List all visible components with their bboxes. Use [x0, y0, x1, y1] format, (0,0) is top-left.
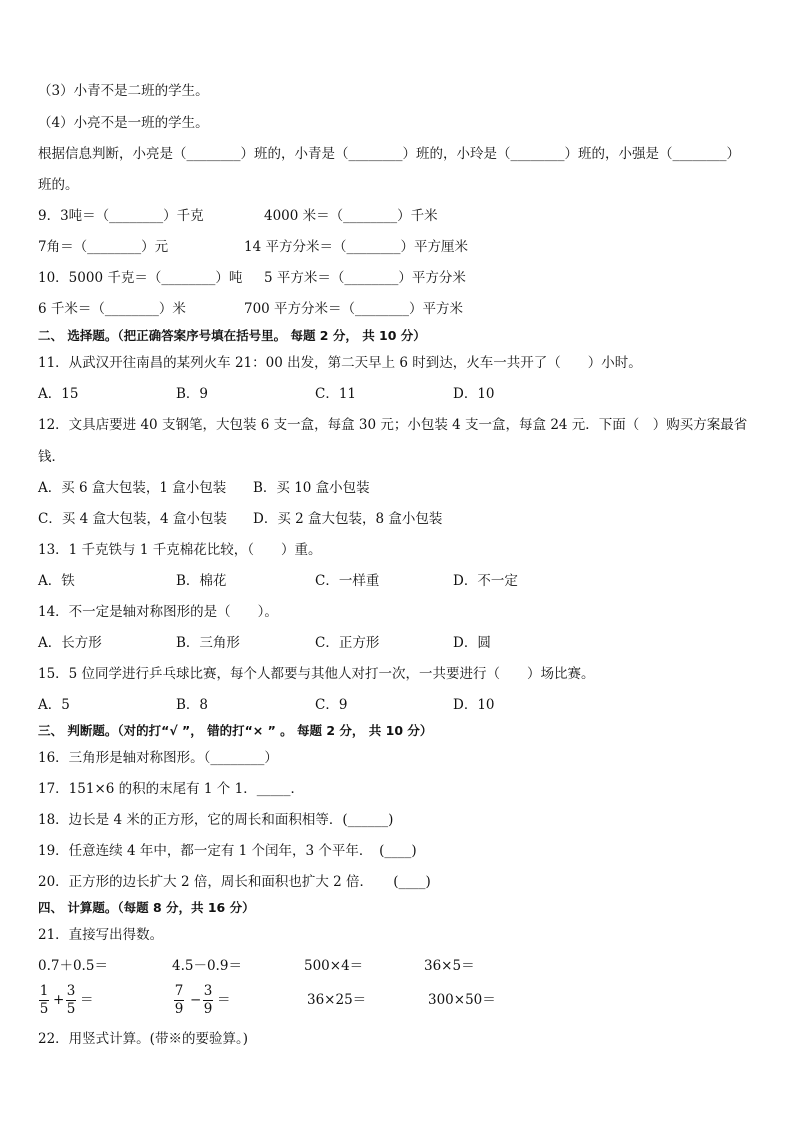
q8-prompt-line2: 班的。: [38, 177, 79, 193]
fraction-1-5: [39, 984, 49, 1017]
q22-stem: 22．用竖式计算。(带※的要验算。): [38, 1031, 248, 1047]
q11-option-b: B．9: [176, 386, 209, 402]
section-4-heading: 四、 计算题。（每题 8 分，共 16 分）: [38, 900, 255, 915]
q10-item-c: 6 千米＝（________）米: [38, 301, 186, 317]
q21-item-3: 500×4＝: [304, 958, 364, 974]
q11-option-a: A．15: [38, 386, 79, 402]
denominator: 9: [203, 1001, 213, 1017]
numerator: 1: [39, 983, 49, 999]
denominator: 5: [39, 1001, 49, 1017]
q12-option-d: D．买 2 盒大包装，8 盒小包装: [253, 511, 443, 527]
q12-stem-line2: 钱．: [38, 449, 65, 465]
q10-item-b: 5 平方米＝（________）平方分米: [264, 270, 466, 286]
fraction-3-5: [66, 984, 76, 1017]
q15-option-b: B．8: [176, 697, 209, 713]
q9-item-a: 9．3吨＝（________）千克: [38, 208, 204, 224]
numerator: 7: [174, 983, 184, 999]
q10-item-a: 10．5000 千克＝（________）吨: [38, 270, 243, 286]
q13-stem: 13．1 千克铁与 1 千克棉花比较，（ ）重。: [38, 542, 322, 558]
section-2-heading: 二、 选择题。（把正确答案序号填在括号里。 每题 2 分， 共 10 分）: [38, 328, 426, 343]
q21-stem: 21．直接写出得数。: [38, 927, 164, 943]
q15-option-d: D．10: [453, 697, 495, 713]
fraction-3-9: [203, 984, 213, 1017]
q21-item-4: 36×5＝: [424, 958, 475, 974]
numerator: 3: [66, 983, 76, 999]
q14-option-c: C．正方形: [315, 635, 380, 651]
q15-option-c: C．9: [315, 697, 348, 713]
q10-item-d: 700 平方分米＝（________）平方米: [244, 301, 464, 317]
equals-sign: ＝: [217, 992, 231, 1008]
minus-sign: −: [190, 992, 202, 1008]
q11-option-c: C．11: [315, 386, 357, 402]
q19-statement: 19．任意连续 4 年中，都一定有 1 个闰年，3 个平年． (____): [38, 843, 417, 859]
q13-option-b: B．棉花: [176, 573, 227, 589]
numerator: 3: [203, 983, 213, 999]
q16-statement: 16．三角形是轴对称图形。（________）: [38, 750, 278, 766]
q12-stem-line1: 12．文具店要进 40 支钢笔，大包装 6 支一盒，每盒 30 元；小包装 4 支一盒，每盒 24 元．下面（ ）购买方案最省: [38, 417, 748, 433]
q9-item-d: 14 平方分米＝（________）平方厘米: [244, 239, 468, 255]
q21-item-2: 4.5－0.9＝: [172, 958, 242, 974]
q14-option-d: D．圆: [453, 635, 491, 651]
q20-statement: 20．正方形的边长扩大 2 倍，周长和面积也扩大 2 倍． (____): [38, 874, 431, 890]
q14-stem: 14．不一定是轴对称图形的是（ ）。: [38, 604, 278, 620]
q13-option-d: D．不一定: [453, 573, 518, 589]
q13-option-c: C．一样重: [315, 573, 380, 589]
q21-item-1: 0.7＋0.5＝: [38, 958, 108, 974]
q11-stem: 11．从武汉开往南昌的某列火车 21：00 出发，第二天早上 6 时到达，火车一共开了（ ）小时。: [38, 355, 642, 371]
denominator: 5: [66, 1001, 76, 1017]
fraction-7-9: [174, 984, 184, 1017]
q9-item-c: 7角＝（________）元: [38, 239, 169, 255]
q11-option-d: D．10: [453, 386, 495, 402]
q14-option-b: B．三角形: [176, 635, 240, 651]
q15-stem: 15．5 位同学进行乒乓球比赛，每个人都要与其他人对打一次，一共要进行（ ）场比赛。: [38, 666, 595, 682]
q12-option-a: A．买 6 盒大包装，1 盒小包装: [38, 480, 227, 496]
q12-option-c: C．买 4 盒大包装，4 盒小包装: [38, 511, 227, 527]
denominator: 9: [174, 1001, 184, 1017]
q21-item-8: 300×50＝: [428, 992, 496, 1008]
q14-option-a: A．长方形: [38, 635, 102, 651]
plus-sign: +: [53, 992, 65, 1008]
q18-statement: 18．边长是 4 米的正方形，它的周长和面积相等．(______): [38, 812, 394, 828]
q8-prompt-line1: 根据信息判断，小亮是（________）班的，小青是（________）班的，小玲是（________）班的，小强是（________）: [38, 146, 740, 162]
q8-condition-4: （4）小亮不是一班的学生。: [38, 115, 209, 131]
q15-option-a: A．5: [38, 697, 70, 713]
q13-option-a: A．铁: [38, 573, 75, 589]
q17-statement: 17．151×6 的积的末尾有 1 个 1．_____．: [38, 781, 304, 797]
q12-option-b: B．买 10 盒小包装: [253, 480, 370, 496]
equals-sign: ＝: [80, 992, 94, 1008]
q8-condition-3: （3）小青不是二班的学生。: [38, 83, 209, 99]
q9-item-b: 4000 米＝（________）千米: [264, 208, 438, 224]
section-3-heading: 三、 判断题。（对的打“√ ”， 错的打“× ” 。 每题 2 分， 共 10 分）: [38, 723, 433, 738]
q21-item-7: 36×25＝: [307, 992, 367, 1008]
